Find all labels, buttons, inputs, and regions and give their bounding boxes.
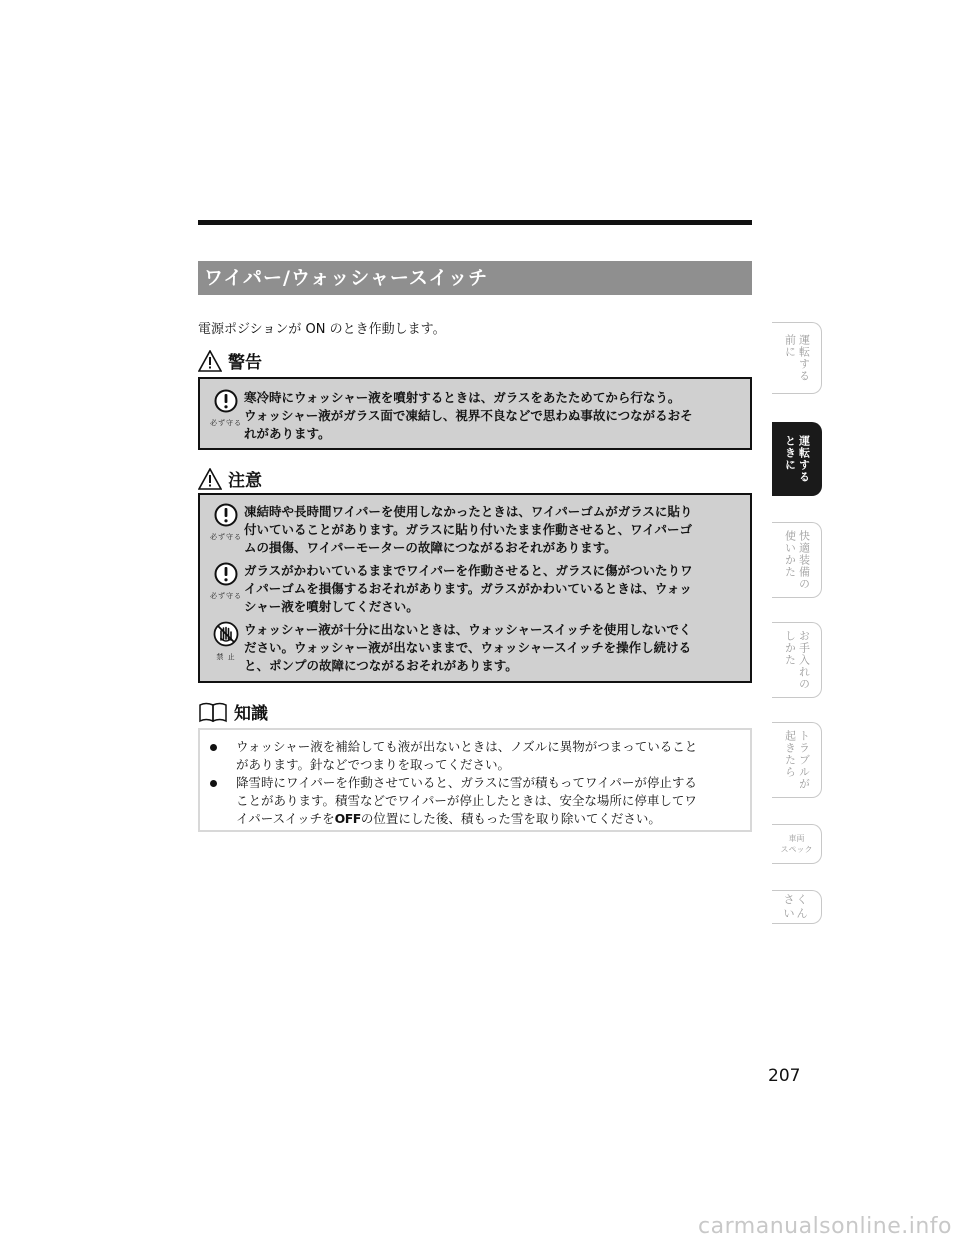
bullet-dot: [210, 780, 217, 787]
caution-triangle-icon: [198, 468, 222, 490]
warning-text: [244, 389, 738, 443]
side-tab-vehicle-specs[interactable]: [772, 824, 822, 864]
tab-label: [784, 530, 810, 590]
tab-label: [784, 630, 810, 690]
tab-label: [784, 730, 810, 790]
tab-label: [784, 334, 810, 382]
tab-label-line: 車両: [788, 834, 805, 843]
mandatory-icon-label: 必ず守る: [210, 533, 242, 541]
bullet-line: ウォッシャー液を補給しても液が出ないときは、ノズルに異物がつまっていること: [236, 739, 698, 754]
tab-label-line: 運転する: [797, 435, 811, 483]
watermark: carmanualsonline.info: [698, 1214, 952, 1239]
side-tab-while-driving[interactable]: [772, 422, 822, 496]
tab-label-line: トラブルが: [797, 730, 811, 790]
text-line: シャー液を噴射してください。: [244, 599, 419, 614]
knowledge-heading: [198, 699, 268, 724]
caution-item: [208, 503, 742, 559]
bullet-line: があります。針などでつまりを取ってください。: [236, 757, 511, 772]
mandatory-icon-label: 必ず守る: [210, 592, 242, 600]
intro-text: 電源ポジションが ON のとき作動します。: [198, 322, 446, 337]
tab-label: [784, 435, 810, 483]
warning-heading: [198, 348, 262, 373]
warning-item: [208, 389, 742, 445]
caution-item: [208, 562, 742, 618]
mandatory-icon: [214, 503, 238, 527]
caution-heading-text: 注意: [228, 471, 262, 491]
caution-box: [198, 493, 752, 683]
mandatory-icon-wrap: [208, 389, 244, 428]
text-line: ガラスがかわいているままでワイパーを作動させると、ガラスに傷がついたりワ: [244, 563, 693, 578]
mandatory-icon-wrap: [208, 562, 244, 601]
prohibited-icon-wrap: [208, 621, 244, 662]
top-rule: [198, 220, 752, 225]
text-line: ウォッシャー液がガラス面で凍結し、視界不良などで思わぬ事故につながるおそ: [244, 408, 693, 423]
warning-box: [198, 377, 752, 450]
caution-item: [208, 621, 742, 677]
text-line: れがあります。: [244, 426, 331, 441]
tab-label-line: 使いかた: [783, 530, 797, 578]
text-line: 凍結時や長時間ワイパーを使用しなかったときは、ワイパーゴムがガラスに貼り: [244, 504, 693, 519]
tab-label-line: お手入れの: [797, 630, 811, 690]
knowledge-bullet: [210, 738, 742, 774]
tab-label-line: 快適装備の: [797, 530, 811, 590]
caution-heading: [198, 466, 262, 491]
bullet-text-suffix: の位置にした後、積もった雪を取り除いてください。: [360, 811, 661, 826]
text-line: イパーゴムを損傷するおそれがあります。ガラスがかわいているときは、ウォッ: [244, 581, 692, 596]
side-tab-comfort-features[interactable]: [772, 522, 822, 598]
text-line: ださい。ウォッシャー液が出ないままで、ウォッシャースイッチを操作し続ける: [244, 640, 692, 655]
section-title: ワイパー/ウォッシャースイッチ: [198, 261, 752, 295]
tab-label-line: ときに: [783, 435, 797, 471]
knowledge-bullet: [210, 774, 742, 828]
side-tab-before-driving[interactable]: [772, 322, 822, 394]
tab-label-line: いん: [783, 907, 810, 920]
tab-label-line: さく: [783, 893, 810, 906]
tab-label: [781, 833, 813, 855]
off-switch-label: OFF: [334, 811, 361, 826]
text-line: ムの損傷、ワイパーモーターの故障につながるおそれがあります。: [244, 540, 617, 555]
mandatory-icon-wrap: [208, 503, 244, 542]
mandatory-icon-label: 必ず守る: [210, 419, 242, 427]
bullet-line: [236, 810, 742, 828]
tab-label-line: 運転する: [797, 334, 811, 382]
prohibited-icon-label: 禁 止: [216, 653, 236, 661]
caution-text: [244, 621, 738, 675]
side-tab-index[interactable]: [772, 890, 822, 924]
tab-label-line: 起きたら: [783, 730, 797, 778]
open-book-icon: [198, 701, 228, 723]
text-line: と、ポンプの故障につながるおそれがあります。: [244, 658, 518, 673]
bullet-line: ことがあります。積雪などでワイパーが停止したときは、安全な場所に停車してワ: [236, 793, 697, 808]
bullet-dot: [210, 744, 217, 751]
warning-heading-text: 警告: [228, 353, 262, 373]
mandatory-icon: [214, 389, 238, 413]
tab-label-line: 前に: [783, 334, 797, 358]
warning-triangle-icon: [198, 350, 222, 372]
tab-label-line: しかた: [783, 630, 797, 666]
knowledge-box: [198, 728, 752, 832]
caution-text: [244, 503, 738, 557]
bullet-line: 降雪時にワイパーを作動させていると、ガラスに雪が積もってワイパーが停止する: [236, 775, 697, 790]
tab-label: [784, 893, 810, 921]
page-number: 207: [768, 1066, 801, 1086]
side-tab-maintenance[interactable]: [772, 622, 822, 698]
side-tab-troubleshooting[interactable]: [772, 722, 822, 798]
mandatory-icon: [214, 562, 238, 586]
text-line: 寒冷時にウォッシャー液を噴射するときは、ガラスをあたためてから行なう。: [244, 390, 681, 405]
knowledge-heading-text: 知識: [234, 704, 268, 724]
caution-text: [244, 562, 738, 616]
prohibited-hand-icon: [213, 621, 239, 647]
tab-label-line: スペック: [780, 845, 813, 854]
text-line: ウォッシャー液が十分に出ないときは、ウォッシャースイッチを使用しないでく: [244, 622, 692, 637]
text-line: 付いていることがあります。ガラスに貼り付いたまま作動させると、ワイパーゴ: [244, 522, 693, 537]
bullet-text-prefix: イパースイッチを: [236, 811, 335, 826]
